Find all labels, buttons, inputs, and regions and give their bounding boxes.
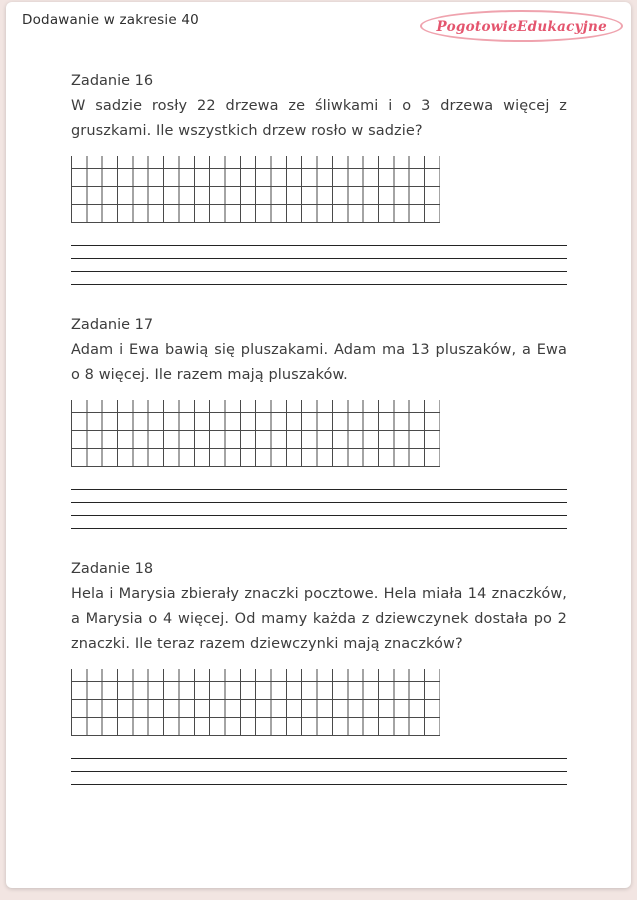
writing-line: [71, 246, 567, 259]
logo-text: PogotowieEdukacyjne: [436, 19, 607, 35]
task-title: Zadanie 18: [71, 561, 154, 577]
calc-grid: [71, 400, 440, 467]
task-text: W sadzie rosły 22 drzewa ze śliwkami i o 3 drzewa więcej z gruszkami. Ile wszystkich drzew rosło w sadzie?: [71, 98, 567, 139]
calc-grid: [71, 156, 440, 223]
calc-grid: [71, 669, 440, 736]
worksheet-content: [6, 69, 631, 785]
task-section-17: [71, 313, 567, 529]
writing-line: [71, 259, 567, 272]
writing-line: [71, 503, 567, 516]
worksheet-header: [6, 2, 631, 44]
task-title: Zadanie 17: [71, 317, 154, 333]
task-text: Hela i Marysia zbierały znaczki pocztowe. Hela miała 14 znaczków, a Marysia o 4 więcej. Od mamy każda z dziewczynek dostała po 2 znaczki. Ile teraz razem dziewczynki mają znaczków?: [71, 586, 567, 652]
writing-line: [71, 772, 567, 785]
writing-line: [71, 490, 567, 503]
writing-line: [71, 516, 567, 529]
logo-badge: [420, 10, 623, 42]
writing-lines: [71, 477, 567, 529]
writing-line: [71, 759, 567, 772]
writing-line: [71, 233, 567, 246]
task-section-18: [71, 557, 567, 785]
worksheet-title: Dodawanie w zakresie 40: [22, 12, 199, 28]
worksheet-card: [6, 2, 631, 888]
writing-line: [71, 272, 567, 285]
task-section-16: [71, 69, 567, 285]
writing-lines: [71, 746, 567, 785]
task-text: Adam i Ewa bawią się pluszakami. Adam ma 13 pluszaków, a Ewa o 8 więcej. Ile razem mają pluszaków.: [71, 342, 567, 383]
writing-lines: [71, 233, 567, 285]
writing-line: [71, 477, 567, 490]
writing-line: [71, 746, 567, 759]
task-title: Zadanie 16: [71, 73, 154, 89]
